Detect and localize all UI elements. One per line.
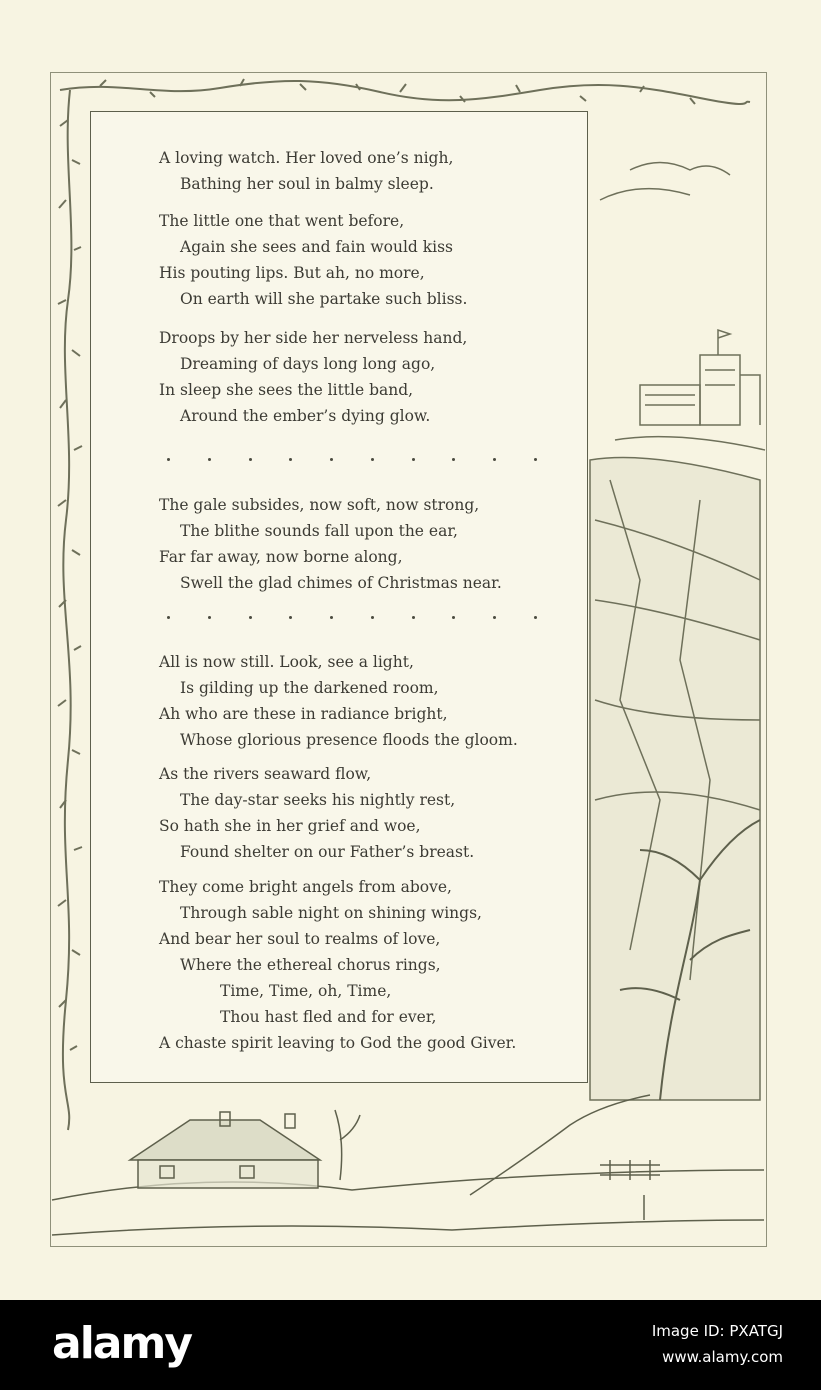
left-vine-border-icon <box>58 90 82 1130</box>
poem-line: Bathing her soul in balmy sleep. <box>180 175 434 193</box>
poem-line: Ah who are these in radiance bright, <box>159 705 448 723</box>
poem-line: Is gilding up the darkened room, <box>180 679 439 697</box>
section-divider-dots <box>167 616 537 626</box>
cottage-illustration-icon <box>52 1095 764 1235</box>
poem-line: They come bright angels from above, <box>159 878 452 896</box>
poem-line: A chaste spirit leaving to God the good Giver. <box>159 1034 517 1052</box>
top-vine-border-icon <box>60 79 750 104</box>
poem-line: Droops by her side her nerveless hand, <box>159 329 468 347</box>
poem-text-panel <box>90 111 588 1083</box>
poem-line: So hath she in her grief and woe, <box>159 817 421 835</box>
poem-line: Thou hast fled and for ever, <box>220 1008 437 1026</box>
poem-line: Far far away, now borne along, <box>159 548 403 566</box>
alamy-logo: alamy <box>52 1318 191 1369</box>
poem-line: All is now still. Look, see a light, <box>159 653 414 671</box>
poem-line: The blithe sounds fall upon the ear, <box>180 522 458 540</box>
poem-line: And bear her soul to realms of love, <box>159 930 441 948</box>
poem-line: Swell the glad chimes of Christmas near. <box>180 574 502 592</box>
poem-line: A loving watch. Her loved one’s nigh, <box>159 149 454 167</box>
poem-line: Dreaming of days long long ago, <box>180 355 436 373</box>
poem-line: Where the ethereal chorus rings, <box>180 956 441 974</box>
poem-line: Around the ember’s dying glow. <box>180 407 431 425</box>
poem-line: As the rivers seaward flow, <box>159 765 372 783</box>
poem-line: Found shelter on our Father’s breast. <box>180 843 475 861</box>
stanza-6 <box>159 761 474 865</box>
poem-line: Again she sees and fain would kiss <box>180 238 454 256</box>
poem-line: On earth will she partake such bliss. <box>180 290 468 308</box>
stanza-2 <box>159 208 467 312</box>
watermark-bar <box>0 1300 821 1390</box>
poem-line: The little one that went before, <box>159 212 405 230</box>
poem-line: Through sable night on shining wings, <box>180 904 482 922</box>
stanza-4 <box>159 492 502 596</box>
section-divider-dots <box>167 458 537 468</box>
stanza-5 <box>159 649 518 753</box>
castle-illustration-icon <box>600 163 765 451</box>
poem-line: Whose glorious presence floods the gloom. <box>180 731 518 749</box>
poem-line: His pouting lips. But ah, no more, <box>159 264 425 282</box>
poem-line: The gale subsides, now soft, now strong, <box>159 496 480 514</box>
poem-line: In sleep she sees the little band, <box>159 381 414 399</box>
stanza-7 <box>159 874 516 1056</box>
watermark-url: www.alamy.com <box>662 1348 783 1366</box>
stanza-3 <box>159 325 467 429</box>
stanza-1 <box>159 145 453 197</box>
image-id-label: Image ID: PXATGJ <box>651 1322 783 1340</box>
poem-line: The day-star seeks his nightly rest, <box>180 791 456 809</box>
poem-line: Time, Time, oh, Time, <box>220 982 392 1000</box>
